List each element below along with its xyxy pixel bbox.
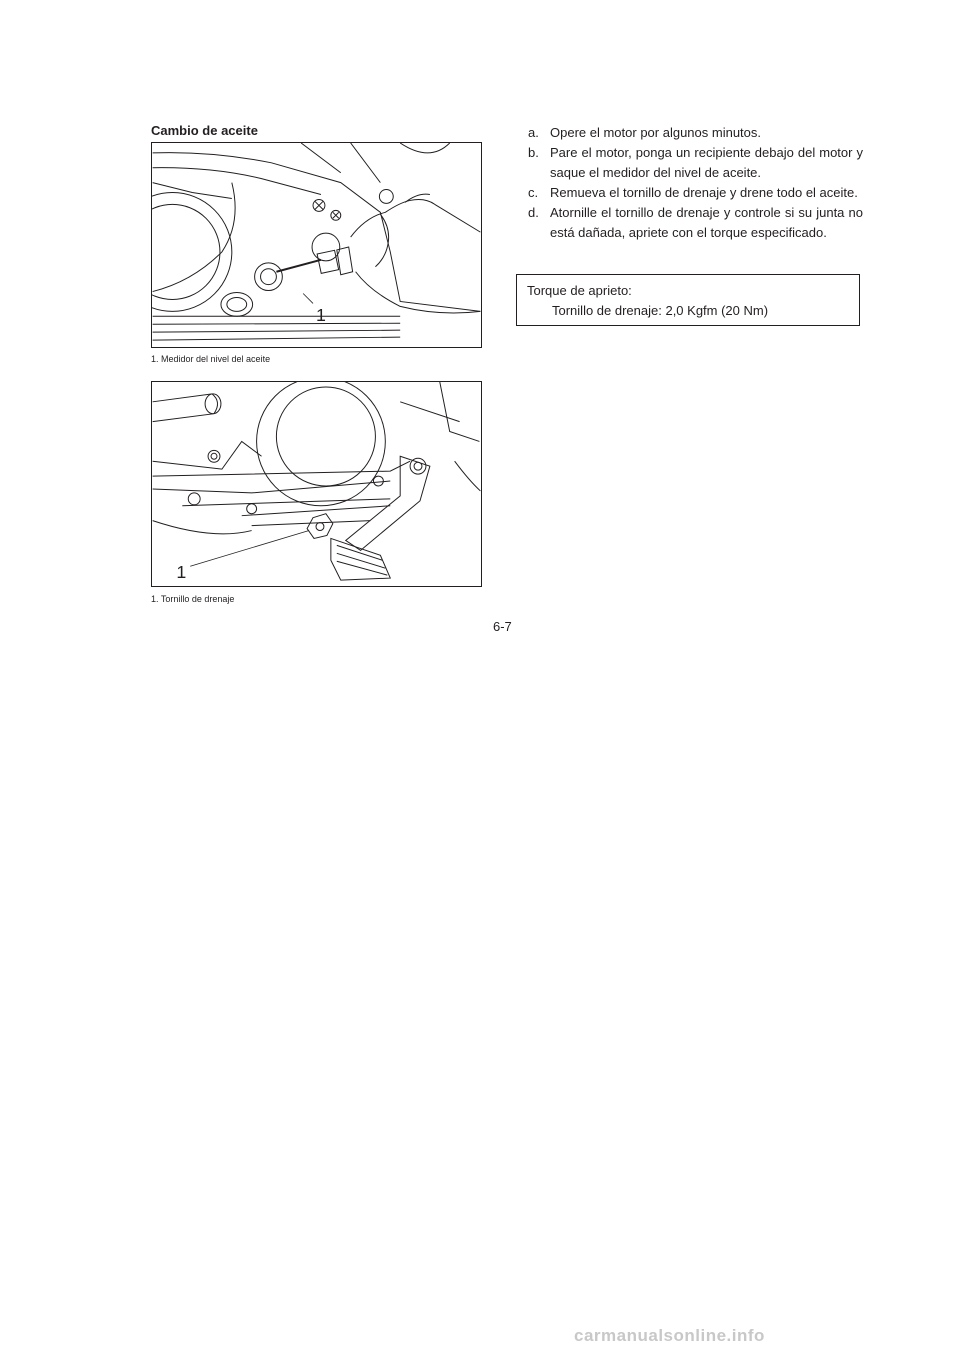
step-letter: b. xyxy=(528,145,539,160)
step-text: Opere el motor por algunos minutos. xyxy=(550,125,761,140)
callout-number: 1 xyxy=(316,305,326,326)
figure-caption: 1. Tornillo de drenaje xyxy=(151,594,235,604)
section-title: Cambio de aceite xyxy=(151,123,258,138)
figure-oil-dipstick xyxy=(151,142,482,348)
step-item xyxy=(528,123,863,143)
step-letter: d. xyxy=(528,205,539,220)
step-text: Remueva el tornillo de drenaje y drene todo el aceite. xyxy=(550,185,858,200)
step-item xyxy=(528,203,863,243)
procedure-steps xyxy=(528,123,863,243)
spec-heading: Torque de aprieto: xyxy=(527,283,632,298)
step-letter: a. xyxy=(528,125,539,140)
figure-drain-bolt xyxy=(151,381,482,587)
page-number: 6-7 xyxy=(493,619,512,634)
step-text: Pare el motor, ponga un recipiente debajo del motor y saque el medidor del nivel de aceite. xyxy=(550,145,863,180)
spec-value: Tornillo de drenaje: 2,0 Kgfm (20 Nm) xyxy=(552,303,769,318)
watermark: carmanualsonline.info xyxy=(574,1326,765,1345)
step-text: Atornille el tornillo de drenaje y controle si su junta no está dañada, apriete con el torque especificado. xyxy=(550,205,863,240)
figure-caption: 1. Medidor del nivel del aceite xyxy=(151,354,271,364)
torque-spec-box xyxy=(516,274,860,326)
callout-number: 1 xyxy=(176,562,187,583)
drain-bolt-illustration xyxy=(152,382,481,586)
step-item xyxy=(528,183,863,203)
step-item xyxy=(528,143,863,183)
step-letter: c. xyxy=(528,185,539,200)
dipstick-illustration xyxy=(152,143,481,347)
